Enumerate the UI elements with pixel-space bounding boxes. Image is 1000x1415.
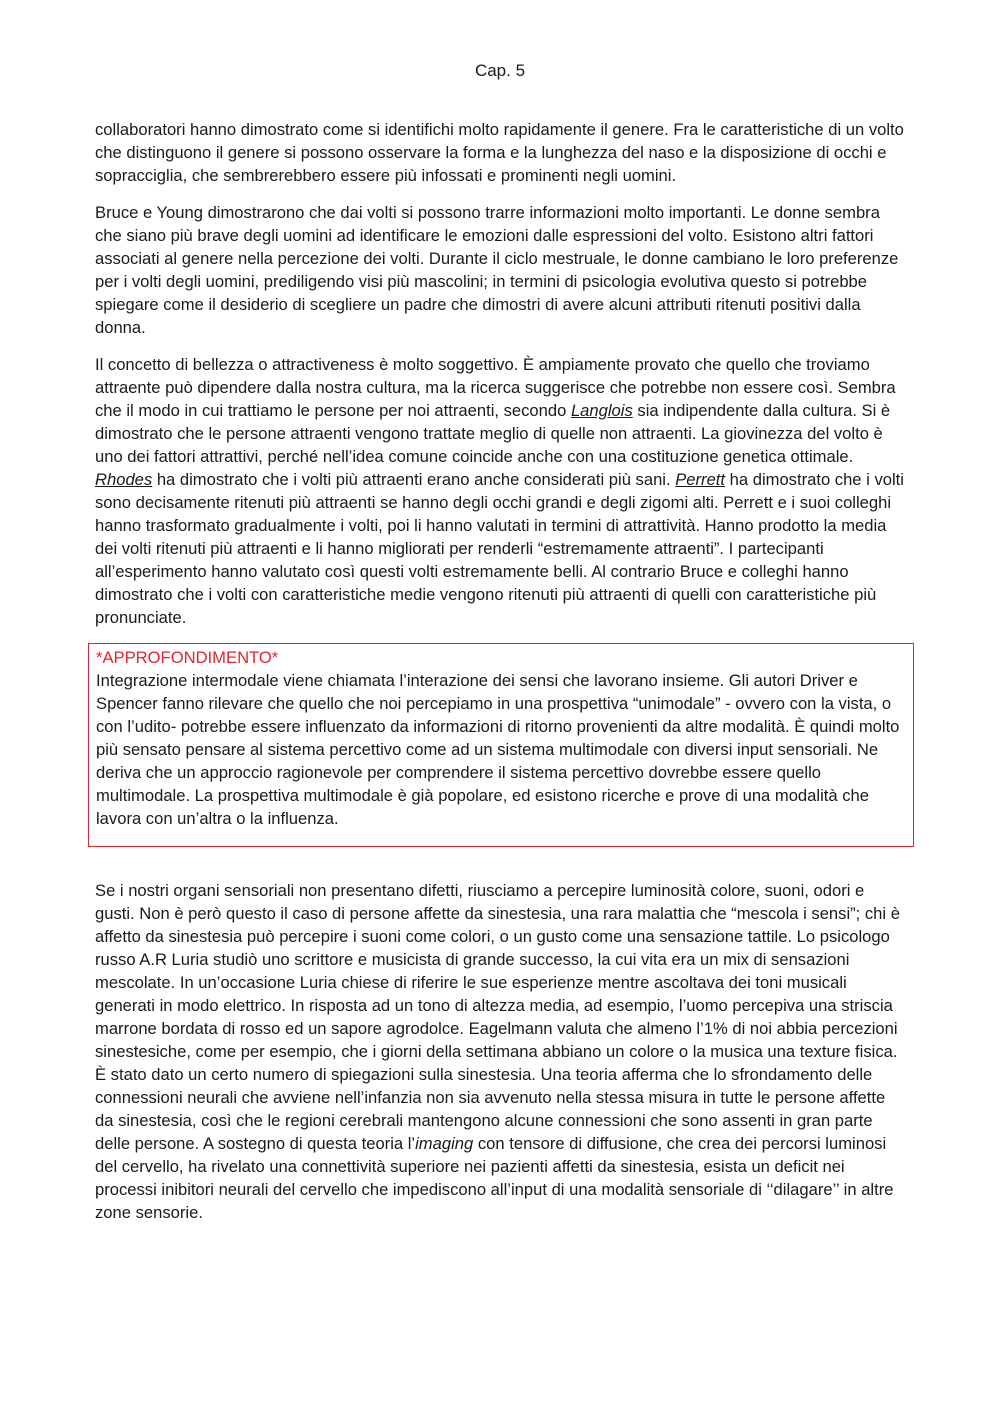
citation-langlois: Langlois (570, 401, 633, 420)
paragraph-rhodes-perrett (95, 468, 907, 629)
paragraph-synesthesia (95, 879, 907, 1224)
text-segment: Se i nostri organi sensoriali non presentano difetti, riusciamo a percepire luminosità colore, suoni, odori e gusti. Non è però questo il caso di persone affette da sinestesia, una rara malattia che “mescola i sensi”; chi è affetto da sinestesia può percepire i suoni come colori, o un gusto come una sensazione tattile. Lo psicologo russo A.R Luria studiò uno scrittore e musicista di grande successo, la cui vita era un mix di sensazioni mescolate. In un’occasione Luria chiese di riferire le sue esperienze mentre ascoltava dei toni musicali generati in modo elettrico. In risposta ad un tono di altezza media, ad esempio, l’uomo percepiva una striscia marrone bordata di rosso ed un sapore agrodolce. Eagelmann valuta che almeno l’1% di noi abbia percezioni sinestesiche, come per esempio, che i giorni della settimana abbiano un colore o la musica una texture fisica. È stato dato un certo numero di spiegazioni sulla sinestesia. Una teoria afferma che lo sfrondamento delle connessioni neurali che avviene nell’infanzia non sia avvenuto nella stessa misura in tutte le persone affette da sinestesia, così che le regioni cerebrali mantengono alcune connessioni che sono assenti in gran parte delle persone. A sostegno di questa teoria l’ (95, 881, 900, 1153)
paragraph-bruce-young: Bruce e Young dimostrarono che dai volti si possono trarre informazioni molto importanti. Le donne sembra che siano più brave degli uomini ad identificare le emozioni dalle espressioni del volto. Esistono altri fattori associati al genere nella percezione dei volti. Durante il ciclo mestruale, le donne cambiano le loro preferenze per i volti degli uomini, prediligendo visi più mascolini; in termini di psicologia evolutiva questo si potrebbe spiegare come il desiderio di scegliere un padre che dimostri di avere alcuni attributi ritenuti positivi dalla donna. (95, 203, 899, 337)
text-segment: ha dimostrato che i volti sono decisamente ritenuti più attraenti se hanno degli occhi grandi e degli zigomi alti. Perrett e i suoi colleghi hanno trasformato gradualmente i volti, poi li hanno valutati in termini di attrattività. Hanno prodotto la media dei volti ritenuti più attraenti e li hanno migliorati per renderli “estremamente attraenti”. I partecipanti all’esperimento hanno valutato così questi volti estremamente belli. Al contrario Bruce e colleghi hanno dimostrato che i volti con caratteristiche medie vengono ritenuti più attraenti di quelli con caratteristiche più pronunciate. (95, 470, 904, 627)
approfondimento-title: *APPROFONDIMENTO* (96, 648, 279, 667)
paragraph-attractiveness (95, 353, 907, 468)
text-segment: con tensore di diffusione, che crea dei percorsi luminosi del cervello, ha rivelato una connettività superiore nei pazienti affetti da sinestesia, esista un deficit nei processi inibitori neurali del cervello che impediscono all’input di una modalità sensoriale di ‘‘dilagare’’ in altre zone sensorie. (95, 1134, 894, 1222)
text-segment: ha dimostrato che i volti più attraenti erano anche considerati più sani. (152, 470, 676, 489)
page-header-chapter: Cap. 5 (474, 61, 526, 80)
term-imaging: imaging (415, 1134, 474, 1153)
approfondimento-box (88, 643, 914, 847)
approfondimento-text: Integrazione intermodale viene chiamata l’interazione dei sensi che lavorano insieme. Gli autori Driver e Spencer fanno rilevare che quello che noi percepiamo in una prospettiva “unimodale” - ovvero con la vista, o con l’udito- potrebbe essere influenzato da informazioni di ritorno provenienti da altre modalità. È quindi molto più sensato pensare al sistema percettivo come ad un sistema multimodale con diversi input sensoriali. Ne deriva che un approccio ragionevole per comprendere il sistema percettivo dovrebbe essere quello multimodale. La prospettiva multimodale è già popolare, ed esistono ricerche e prove di una modalità che lavora con un’altra o la influenza. (96, 671, 900, 828)
text-segment: Il concetto di bellezza o attractiveness è molto soggettivo. È ampiamente provato che quello che troviamo attraente può dipendere dalla nostra cultura, ma la ricerca suggerisce che potrebbe non essere così. Sembra che il modo in cui trattiamo le persone per noi attraenti, secondo (95, 355, 896, 420)
document-body (95, 118, 907, 1238)
paragraph-gender-features: collaboratori hanno dimostrato come si identifichi molto rapidamente il genere. Fra le caratteristiche di un volto che distinguono il genere si possono osservare la forma e la lunghezza del naso e la disposizione di occhi e sopracciglia, che sembrerebbero essere più infossati e prominenti negli uomini. (95, 120, 904, 185)
text-segment: sia indipendente dalla cultura. Si è dimostrato che le persone attraenti vengono trattate meglio di quelle non attraenti. La giovinezza del volto è uno dei fattori attrattivi, perché nell’idea comune coincide anche con una costituzione genetica ottimale. (95, 401, 891, 466)
citation-perrett: Perrett (675, 470, 726, 489)
citation-rhodes: Rhodes (95, 470, 153, 489)
